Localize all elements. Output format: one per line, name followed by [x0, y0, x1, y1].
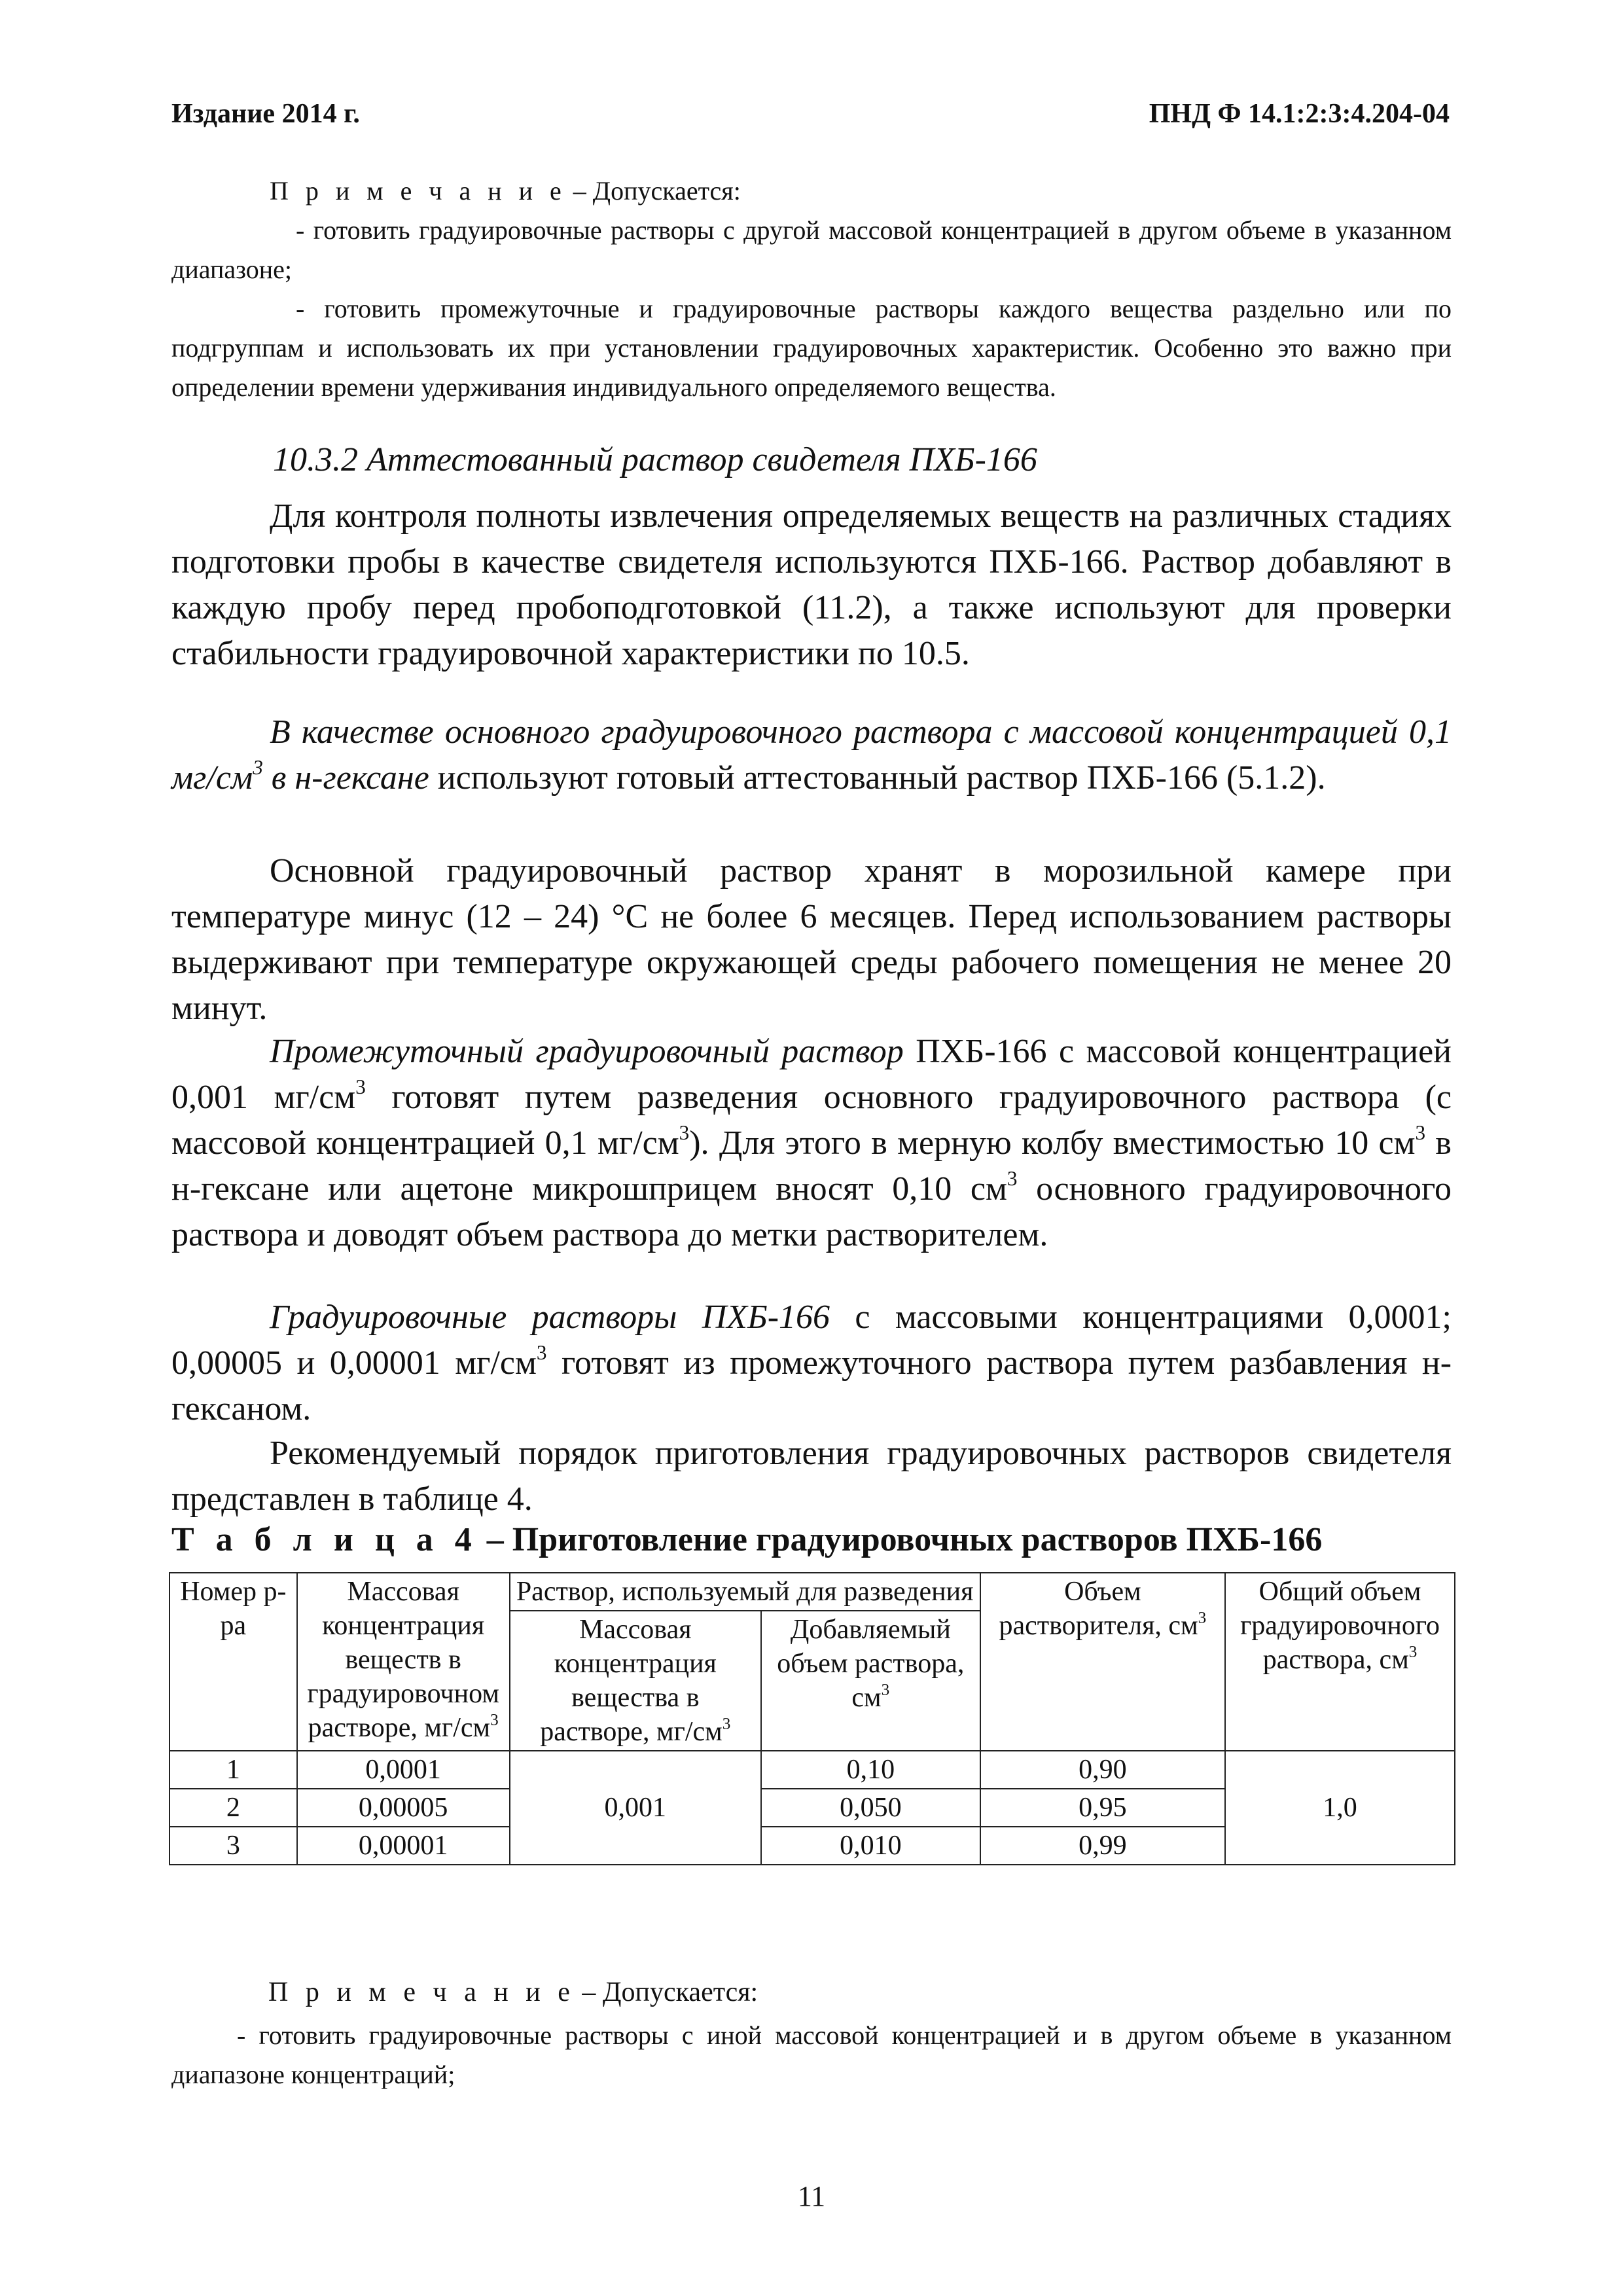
- paragraph-2: [171, 709, 1452, 801]
- shared-solution-conc: 0,001: [510, 1751, 761, 1865]
- superscript: 3: [253, 756, 263, 780]
- row-3-num: 3: [169, 1827, 297, 1865]
- paragraph-3: Основной градуировочный раствор хранят в морозильной камере при температуре минус (12 – 24) °С не более 6 месяцев. Перед использованием растворы выдерживают при температуре окружающей среды рабочего помещения не менее 20 минут.: [171, 852, 1452, 1027]
- header-num: [169, 1573, 297, 1751]
- note-intro: Допускается:: [592, 176, 741, 206]
- row-2-added: 0,050: [761, 1789, 980, 1827]
- note-item-1: - готовить градуировочные растворы с другой массовой концентрацией в другом объеме в указанном диапазоне;: [171, 215, 1452, 284]
- paragraph-5-text-2: готовят из промежуточного раствора путем разбавления н-гексаном.: [171, 1344, 1452, 1427]
- note-item-2: - готовить промежуточные и градуировочные растворы каждого вещества раздельно или по подгруппам и использовать их при установлении градуировочных характеристик. Особенно это важно при определении времени удерживания индивидуального определяемого вещества.: [171, 294, 1452, 402]
- paragraph-4-text-3: ). Для этого в мерную колбу вместимостью 10 см: [689, 1124, 1416, 1162]
- note-2-dash: –: [575, 1977, 603, 2007]
- row-3-solvent: 0,99: [980, 1827, 1225, 1865]
- header-solution-used-text: Раствор, используемый для разведения: [516, 1577, 974, 1607]
- row-2-num: 2: [169, 1789, 297, 1827]
- header-mass-conc: [297, 1573, 510, 1751]
- header-solvent-vol: [980, 1573, 1225, 1751]
- superscript: 3: [722, 1715, 731, 1733]
- note-2-label: П р и м е ч а н и е: [268, 1977, 575, 2007]
- header-sub-vol: [761, 1611, 980, 1751]
- header-sub-vol-text: Добавляемый объем раствора, см: [777, 1615, 965, 1713]
- row-1-added: 0,10: [761, 1751, 980, 1789]
- header-sub-conc: [510, 1611, 761, 1751]
- shared-total-volume: 1,0: [1225, 1751, 1455, 1865]
- paragraph-6: Рекомендуемый порядок приготовления градуировочных растворов свидетеля представлен в таблице 4.: [171, 1435, 1452, 1518]
- superscript: 3: [1007, 1167, 1018, 1191]
- paragraph-4-text-1: ПХБ-166 с массовой концентрацией 0,001 мг/см: [171, 1033, 1452, 1116]
- superscript: 3: [1408, 1643, 1418, 1661]
- note-label: П р и м е ч а н и е: [270, 176, 567, 206]
- paragraph-4-text-2: готовят путем разведения основного градуировочного раствора (с массовой концентрацией 0,1 мг/см: [171, 1079, 1452, 1162]
- superscript: 3: [536, 1341, 547, 1365]
- note-dash: –: [566, 176, 593, 206]
- table-caption: [171, 1517, 1452, 1563]
- table-row: [169, 1751, 1455, 1789]
- note-2-intro: Допускается:: [602, 1977, 758, 2007]
- superscript: 3: [679, 1121, 690, 1145]
- paragraph-4-italic: Промежуточный градуировочный раствор: [270, 1033, 904, 1070]
- header-solvent-vol-text: Объем растворителя, см: [999, 1577, 1198, 1641]
- paragraph-4: [171, 1029, 1452, 1258]
- superscript: 3: [881, 1681, 890, 1699]
- superscript: 3: [1415, 1121, 1426, 1145]
- paragraph-5-italic: Градуировочные растворы ПХБ-166: [270, 1299, 830, 1336]
- header-sub-conc-text: Массовая концентрация вещества в растворе, мг/см: [540, 1615, 722, 1747]
- paragraph-2-italic-b: в н-гексане: [262, 759, 429, 797]
- table-caption-label: Т а б л и ц а 4: [171, 1521, 478, 1558]
- row-1-conc: 0,0001: [297, 1751, 510, 1789]
- paragraph-4-text-4: в н-гексане или ацетоне микрошприцем вносят 0,10 см: [171, 1124, 1452, 1208]
- paragraph-2-italic-a: В качестве основного градуировочного раствора с массовой концентрацией 0,1 мг/см: [171, 713, 1452, 797]
- table-header-row: [169, 1573, 1455, 1611]
- table-4: [169, 1572, 1455, 1865]
- row-2-solvent: 0,95: [980, 1789, 1225, 1827]
- row-3-conc: 0,00001: [297, 1827, 510, 1865]
- header-num-text: Номер р-ра: [180, 1577, 287, 1641]
- paragraph-1: Для контроля полноты извлечения определяемых веществ на различных стадиях подготовки пробы в качестве свидетеля используются ПХБ-166. Раствор добавляют в каждую пробу перед пробоподготовкой (11.2), а также используют для проверки стабильности градуировочной характеристики по 10.5.: [171, 497, 1452, 672]
- table-caption-text: – Приготовление градуировочных растворов ПХБ-166: [478, 1521, 1323, 1558]
- note-block-2-heading: [268, 1977, 758, 2008]
- paragraph-5-text-1: с массовыми концентрациями 0,0001; 0,00005 и 0,00001 мг/см: [171, 1299, 1452, 1382]
- row-3-added: 0,010: [761, 1827, 980, 1865]
- section-title: 10.3.2 Аттестованный раствор свидетеля ПХБ-166: [273, 441, 1037, 478]
- superscript: 3: [1198, 1609, 1207, 1627]
- row-1-num: 1: [169, 1751, 297, 1789]
- edition-header: Издание 2014 г.: [171, 99, 360, 129]
- paragraph-2-rest: используют готовый аттестованный раствор ПХБ-166 (5.1.2).: [429, 759, 1326, 797]
- document-code-header: ПНД Ф 14.1:2:3:4.204-04: [1149, 99, 1450, 129]
- header-total-vol-text: Общий объем градуировочного раствора, см: [1240, 1577, 1440, 1675]
- row-1-solvent: 0,90: [980, 1751, 1225, 1789]
- note-2-item-1: - готовить градуировочные растворы с иной массовой концентрацией и в другом объеме в указанном диапазоне концентраций;: [171, 2020, 1452, 2089]
- superscript: 3: [355, 1075, 366, 1099]
- paragraph-5: [171, 1295, 1452, 1432]
- header-total-vol: [1225, 1573, 1455, 1751]
- paragraph-4-text-5: основного градуировочного раствора и доводят объем раствора до метки растворителем.: [171, 1170, 1452, 1253]
- header-solution-used: [510, 1573, 980, 1611]
- header-mass-conc-text: Массовая концентрация веществ в градуировочном растворе, мг/см: [307, 1577, 499, 1743]
- note-block-1: [171, 171, 1452, 407]
- row-2-conc: 0,00005: [297, 1789, 510, 1827]
- page-number: 11: [797, 2180, 826, 2212]
- superscript: 3: [490, 1711, 499, 1729]
